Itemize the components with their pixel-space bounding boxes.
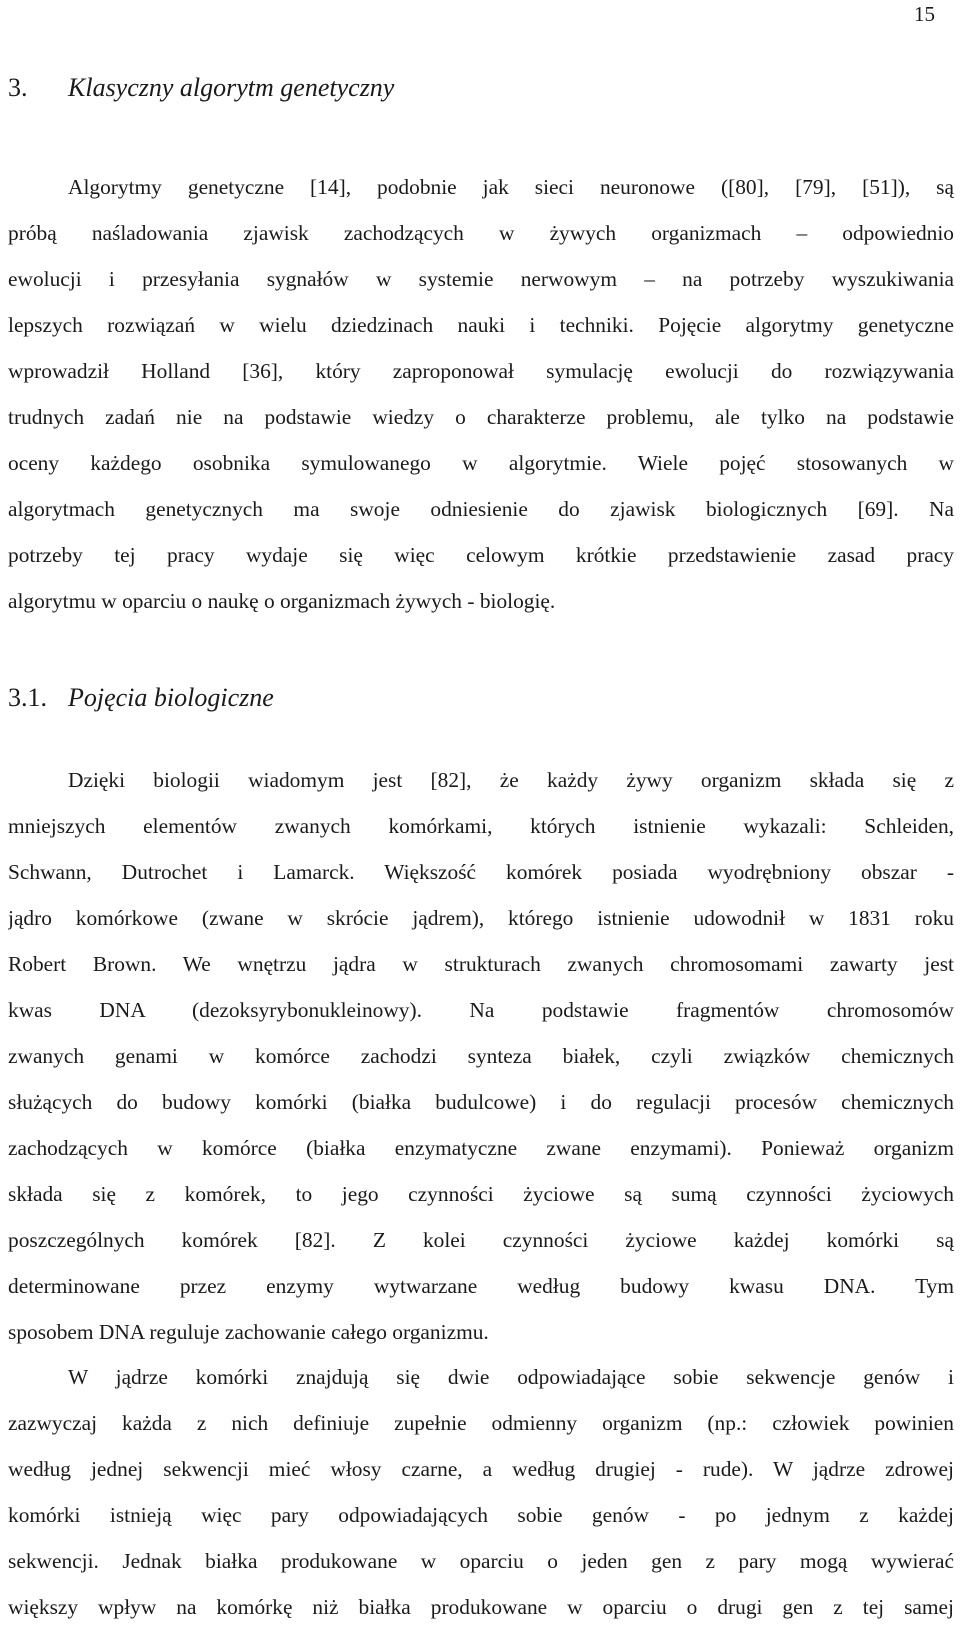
text-line: sekwencji. Jednak białka produkowane w oparciu o jeden gen z pary mogą wywierać (8, 1549, 954, 1573)
text-line: zachodzących w komórce (białka enzymatyczne zwane enzymami). Ponieważ organizm (8, 1136, 954, 1160)
text-line: Dzięki biologii wiadomym jest [82], że każdy żywy organizm składa się z (68, 768, 954, 792)
text-line: zwanych genami w komórce zachodzi synteza białek, czyli związków chemicznych (8, 1044, 954, 1068)
text-line: poszczególnych komórek [82]. Z kolei czynności życiowe każdej komórki są (8, 1228, 954, 1252)
text-line: sposobem DNA reguluje zachowanie całego organizmu. (8, 1320, 489, 1344)
text-line: składa się z komórek, to jego czynności życiowe są sumą czynności życiowych (8, 1182, 954, 1206)
text-line: według jednej sekwencji mieć włosy czarne, a według drugiej - rude). W jądrze zdrowej (8, 1457, 954, 1481)
text-line: wprowadził Holland [36], który zaproponował symulację ewolucji do rozwiązywania (8, 359, 954, 383)
section-number: 3. (8, 73, 28, 102)
subsection-title: Pojęcia biologiczne (68, 683, 274, 712)
text-line: Robert Brown. We wnętrzu jądra w strukturach zwanych chromosomami zawarty jest (8, 952, 954, 976)
text-line: algorytmu w oparciu o naukę o organizmach żywych - biologię. (8, 589, 556, 613)
text-line: oceny każdego osobnika symulowanego w algorytmie. Wiele pojęć stosowanych w (8, 451, 954, 475)
text-line: lepszych rozwiązań w wielu dziedzinach nauki i techniki. Pojęcie algorytmy genetyczne (8, 313, 954, 337)
subsection-number: 3.1. (8, 683, 47, 712)
subsection-heading (8, 683, 274, 713)
text-line: algorytmach genetycznych ma swoje odniesienie do zjawisk biologicznych [69]. Na (8, 497, 954, 521)
text-line: jądro komórkowe (zwane w skrócie jądrem), którego istnienie udowodnił w 1831 roku (8, 906, 954, 930)
paragraph-intro (8, 164, 954, 624)
text-line: trudnych zadań nie na podstawie wiedzy o charakterze problemu, ale tylko na podstawie (8, 405, 954, 429)
text-line: zazwyczaj każda z nich definiuje zupełnie odmienny organizm (np.: człowiek powinien (8, 1411, 954, 1435)
text-line: służących do budowy komórki (białka budulcowe) i do regulacji procesów chemicznych (8, 1090, 954, 1114)
text-line: komórki istnieją więc pary odpowiadających sobie genów - po jednym z każdej (8, 1503, 954, 1527)
text-line: próbą naśladowania zjawisk zachodzących w żywych organizmach – odpowiednio (8, 221, 954, 245)
text-line: Algorytmy genetyczne [14], podobnie jak sieci neuronowe ([80], [79], [51]), są (68, 175, 954, 199)
section-title: Klasyczny algorytm genetyczny (68, 73, 395, 102)
text-line: Schwann, Dutrochet i Lamarck. Większość komórek posiada wyodrębniony obszar - (8, 860, 954, 884)
text-line: większy wpływ na komórkę niż białka produkowane w oparciu o drugi gen z tej samej (8, 1595, 954, 1619)
text-line: mniejszych elementów zwanych komórkami, których istnienie wykazali: Schleiden, (8, 814, 954, 838)
text-line: W jądrze komórki znajdują się dwie odpowiadające sobie sekwencje genów i (68, 1365, 954, 1389)
paragraph-genes (8, 1354, 954, 1630)
text-line: potrzeby tej pracy wydaje się więc celowym krótkie przedstawienie zasad pracy (8, 543, 954, 567)
text-line: ewolucji i przesyłania sygnałów w systemie nerwowym – na potrzeby wyszukiwania (8, 267, 954, 291)
paragraph-biology (8, 757, 954, 1355)
page-number: 15 (914, 2, 935, 26)
text-line: kwas DNA (dezoksyrybonukleinowy). Na podstawie fragmentów chromosomów (8, 998, 954, 1022)
section-heading (8, 73, 394, 103)
text-line: determinowane przez enzymy wytwarzane według budowy kwasu DNA. Tym (8, 1274, 954, 1298)
